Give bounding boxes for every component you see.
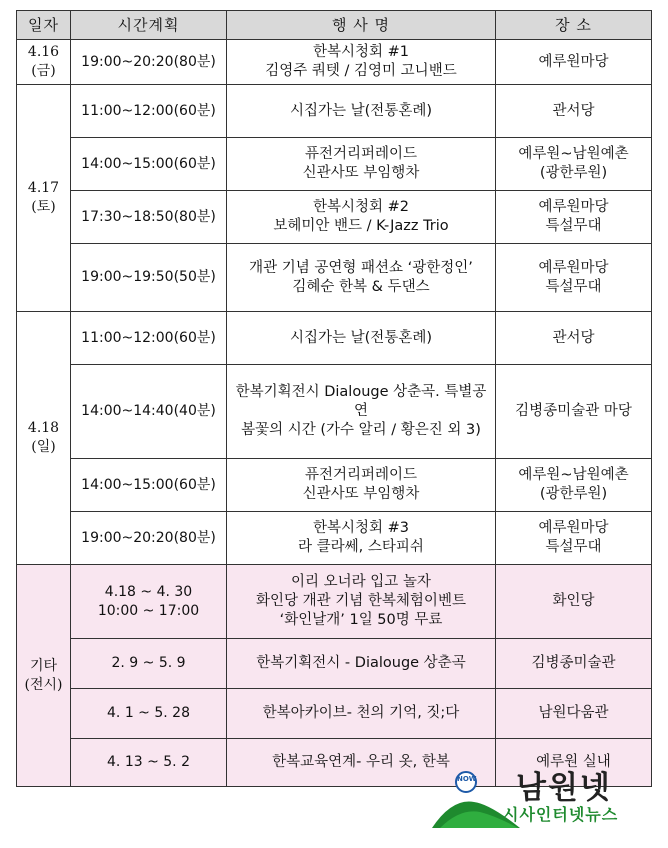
logo-subtitle: 시사인터넷뉴스 [503, 805, 619, 824]
table-row [17, 312, 652, 365]
table-row [17, 191, 652, 244]
place-cell: 예루원마당 특설무대 [496, 244, 652, 312]
place-cell: 예루원 실내 [496, 739, 652, 787]
header-row [17, 11, 652, 40]
table-row [17, 85, 652, 138]
place-cell: 화인당 [496, 565, 652, 639]
place-cell: 예루원마당 특설무대 [496, 191, 652, 244]
time-cell: 19:00~20:20(80분) [71, 512, 227, 565]
day-cell: 기타 (전시) [17, 565, 71, 787]
place-cell: 관서당 [496, 312, 652, 365]
event-cell: 한복시청회 #3 라 클라쎄, 스타피쉬 [227, 512, 496, 565]
event-cell: 이리 오너라 입고 놀자 화인당 개관 기념 한복체험이벤트 ‘화인날개’ 1일 50명 무료 [227, 565, 496, 639]
time-cell: 19:00~20:20(80분) [71, 40, 227, 85]
event-cell: 퓨전거리퍼레이드 신관사또 부임행차 [227, 459, 496, 512]
place-cell: 남원다움관 [496, 689, 652, 739]
header-day: 일자 [17, 11, 71, 40]
event-cell: 시집가는 날(전통혼례) [227, 312, 496, 365]
time-cell: 4.18 ~ 4. 30 10:00 ~ 17:00 [71, 565, 227, 639]
logo-title: 남원넷 [516, 770, 612, 806]
day-cell: 4.18 (일) [17, 312, 71, 565]
event-cell: 개관 기념 공연형 패션쇼 ‘광한정인’ 김혜순 한복 & 두댄스 [227, 244, 496, 312]
header-event: 행 사 명 [227, 11, 496, 40]
header-time: 시간계획 [71, 11, 227, 40]
event-cell: 퓨전거리퍼레이드 신관사또 부임행차 [227, 138, 496, 191]
table-row [17, 244, 652, 312]
event-cell: 시집가는 날(전통혼례) [227, 85, 496, 138]
table-row [17, 565, 652, 639]
schedule-table [16, 10, 652, 787]
time-cell: 14:00~14:40(40분) [71, 365, 227, 459]
table-row [17, 40, 652, 85]
place-cell: 예루원마당 특설무대 [496, 512, 652, 565]
watermark-logo [430, 762, 660, 832]
day-cell: 4.17 (토) [17, 85, 71, 312]
time-cell: 2. 9 ~ 5. 9 [71, 639, 227, 689]
day-cell: 4.16 (금) [17, 40, 71, 85]
place-cell: 김병종미술관 [496, 639, 652, 689]
time-cell: 4. 13 ~ 5. 2 [71, 739, 227, 787]
place-cell: 예루원~남원예촌 (광한루원) [496, 459, 652, 512]
table-row [17, 138, 652, 191]
logo-badge: NOW [457, 775, 477, 783]
event-cell: 한복시청회 #1 김영주 쿼텟 / 김영미 고니밴드 [227, 40, 496, 85]
time-cell: 4. 1 ~ 5. 28 [71, 689, 227, 739]
table-row [17, 512, 652, 565]
event-cell: 한복기획전시 - Dialouge 상춘곡 [227, 639, 496, 689]
header-place: 장 소 [496, 11, 652, 40]
event-cell: 한복기획전시 Dialouge 상춘곡. 특별공연 봄꽃의 시간 (가수 알리 / 황은진 외 3) [227, 365, 496, 459]
time-cell: 17:30~18:50(80분) [71, 191, 227, 244]
time-cell: 14:00~15:00(60분) [71, 138, 227, 191]
place-cell: 예루원~남원예촌 (광한루원) [496, 138, 652, 191]
table-row [17, 459, 652, 512]
table-row [17, 689, 652, 739]
event-cell: 한복교육연계- 우리 옷, 한복 [227, 739, 496, 787]
place-cell: 예루원마당 [496, 40, 652, 85]
time-cell: 11:00~12:00(60분) [71, 85, 227, 138]
time-cell: 19:00~19:50(50분) [71, 244, 227, 312]
time-cell: 14:00~15:00(60분) [71, 459, 227, 512]
table-row [17, 365, 652, 459]
event-cell: 한복시청회 #2 보헤미안 밴드 / K-Jazz Trio [227, 191, 496, 244]
place-cell: 김병종미술관 마당 [496, 365, 652, 459]
time-cell: 11:00~12:00(60분) [71, 312, 227, 365]
place-cell: 관서당 [496, 85, 652, 138]
event-cell: 한복아카이브- 천의 기억, 짓;다 [227, 689, 496, 739]
table-row [17, 639, 652, 689]
